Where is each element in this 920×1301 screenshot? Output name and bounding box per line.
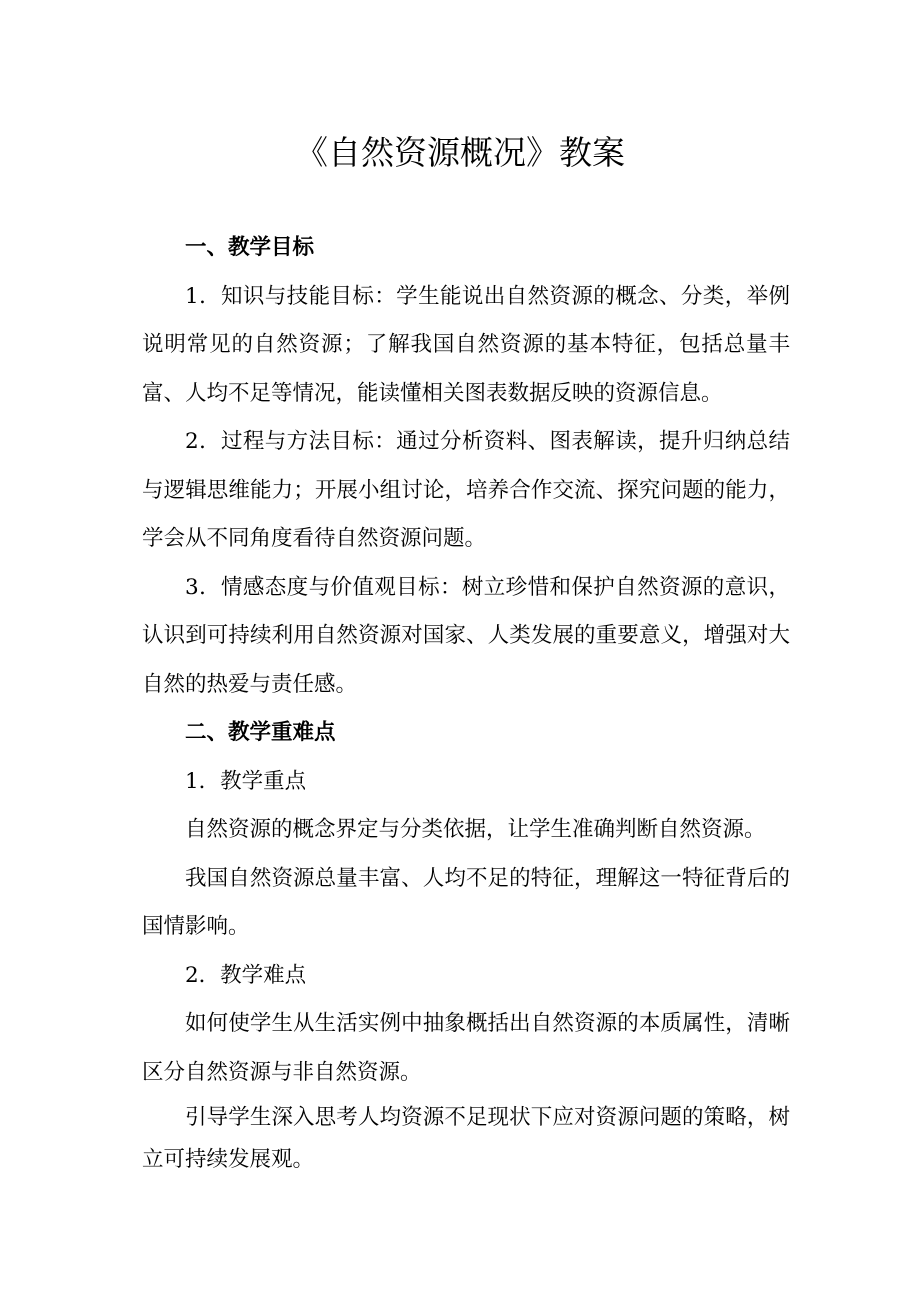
difficulty-paragraph-1: 如何使学生从生活实例中抽象概括出自然资源的本质属性，清晰区分自然资源与非自然资源。 — [142, 1011, 790, 1085]
difficulties-subheading: 2．教学难点 — [185, 962, 307, 988]
document-body — [142, 224, 790, 1181]
objective-values-paragraph: 3．情感态度与价值观目标：树立珍惜和保护自然资源的意识，认识到可持续利用自然资源对国家、人类发展的重要意义，增强对大自然的热爱与责任感。 — [142, 574, 790, 697]
key-point-paragraph-1: 自然资源的概念界定与分类依据，让学生准确判断自然资源。 — [185, 817, 766, 842]
key-points-subheading: 1．教学重点 — [185, 768, 307, 794]
difficulty-paragraph-2: 引导学生深入思考人均资源不足现状下应对资源问题的策略，树立可持续发展观。 — [142, 1105, 790, 1172]
objective-process-paragraph: 2．过程与方法目标：通过分析资料、图表解读，提升归纳总结与逻辑思维能力；开展小组讨论，培养合作交流、探究问题的能力，学会从不同角度看待自然资源问题。 — [142, 429, 790, 551]
objective-knowledge-paragraph: 1．知识与技能目标：学生能说出自然资源的概念、分类，举例说明常见的自然资源；了解我国自然资源的基本特征，包括总量丰富、人均不足等情况，能读懂相关图表数据反映的资源信息。 — [142, 283, 790, 406]
key-point-paragraph-2: 我国自然资源总量丰富、人均不足的特征，理解这一特征背后的国情影响。 — [142, 865, 790, 939]
section-heading-objectives: 一、教学目标 — [185, 235, 315, 260]
document-title: 《自然资源概况》教案 — [295, 133, 625, 172]
section-heading-key-points: 二、教学重难点 — [185, 720, 336, 745]
